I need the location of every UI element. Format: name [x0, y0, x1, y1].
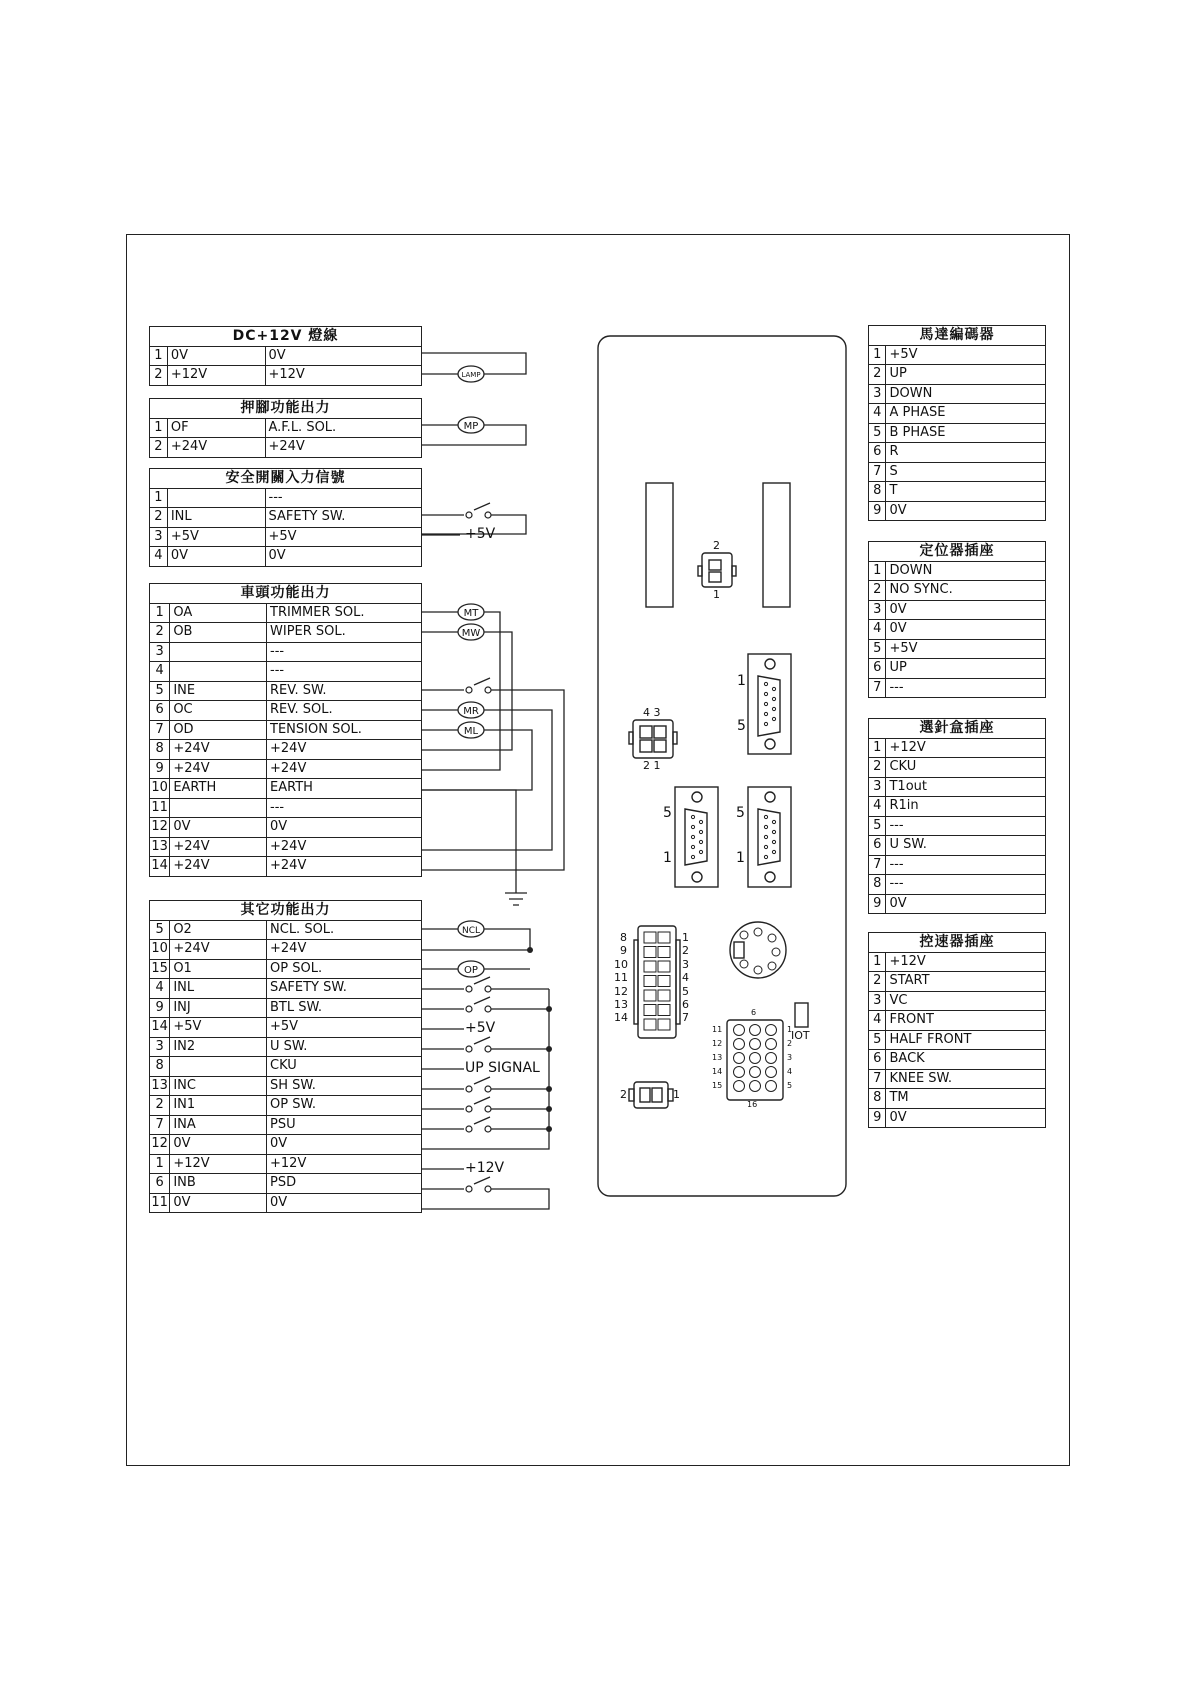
connector-pin [644, 1019, 656, 1030]
table-row: 5 O2 NCL. SOL. [150, 920, 422, 940]
table-row: 2 +12V +12V [150, 366, 422, 386]
connector-pin [644, 961, 656, 972]
connector-pin [750, 1067, 761, 1078]
connector-pin [764, 815, 767, 818]
connector-pin [768, 934, 776, 942]
connector-pin [766, 1081, 777, 1092]
connector-pin [764, 712, 767, 715]
table-row: 5 B PHASE [869, 423, 1046, 443]
connector-pin [699, 850, 702, 853]
connector-pin [772, 707, 775, 710]
table-row: 3 +5V +5V [150, 527, 422, 547]
db9-a-pin1-label: 1 [737, 673, 746, 689]
table-title: 選針盒插座 [869, 719, 1046, 739]
table-title: 馬達編碼器 [869, 326, 1046, 346]
table-row: 1 OA TRIMMER SOL. [150, 603, 422, 623]
table-row: 7 OD TENSION SOL. [150, 720, 422, 740]
connector-pin [658, 976, 670, 987]
connector-pin [750, 1081, 761, 1092]
conn-2pin-top-label: 2 [713, 539, 720, 552]
connector-pin [644, 976, 656, 987]
db9-b-pin1-label: 1 [663, 850, 672, 866]
connector-pin [699, 840, 702, 843]
connector-pin [766, 1039, 777, 1050]
table-row: 10 EARTH EARTH [150, 779, 422, 799]
table-row: 5 INE REV. SW. [150, 681, 422, 701]
table-row: 3 0V [869, 600, 1046, 620]
lamp-label: LAMP [461, 371, 481, 379]
connector-pin [764, 835, 767, 838]
table-row: 2 OB WIPER SOL. [150, 623, 422, 643]
plus12v-label: +12V [465, 1160, 505, 1176]
connector-pin [658, 990, 670, 1001]
connector-pin [740, 931, 748, 939]
connector-pin [764, 682, 767, 685]
db9-c-pin1-label: 1 [736, 850, 745, 866]
table-row: 4 INL SAFETY SW. [150, 979, 422, 999]
connector-pin [734, 1081, 745, 1092]
safety-switch-table [149, 468, 422, 567]
table-row: 9 0V [869, 501, 1046, 521]
conn-4pin-top-label: 4 3 [643, 706, 661, 719]
table-row: 1 +12V +12V [150, 1154, 422, 1174]
connector-pin [699, 820, 702, 823]
table-row: 5 HALF FRONT [869, 1030, 1046, 1050]
mp-label: MP [463, 421, 479, 432]
table-row: 13 +24V +24V [150, 837, 422, 857]
table-title: 押腳功能出力 [150, 399, 422, 419]
table-row: 7 S [869, 462, 1046, 482]
safety-5v-label: +5V [465, 526, 496, 542]
connector-pin [691, 845, 694, 848]
table-row: 4 R1in [869, 797, 1046, 817]
connector-pin [734, 1053, 745, 1064]
table-row: 8 +24V +24V [150, 740, 422, 760]
table-title: DC+12V 燈線 [150, 327, 422, 347]
connector-pin [691, 835, 694, 838]
table-row: 7 --- [869, 855, 1046, 875]
connector-pin [699, 830, 702, 833]
connector-pin [764, 692, 767, 695]
table-row: 1 +12V [869, 952, 1046, 972]
db9-a-pin5-label: 5 [737, 718, 746, 734]
connector-pin [766, 1067, 777, 1078]
op-label: OP [464, 965, 478, 976]
connector-pin [750, 1039, 761, 1050]
connector-pin [658, 947, 670, 958]
conn-2pin-bottom-right-label: 1 [673, 1088, 680, 1101]
table-row: 12 0V 0V [150, 818, 422, 838]
connector-pin [644, 1005, 656, 1016]
db9-b-pin5-label: 5 [663, 805, 672, 821]
table-row: 6 U SW. [869, 836, 1046, 856]
connector-pin [658, 1005, 670, 1016]
table-row: 2 START [869, 972, 1046, 992]
conn-4pin-bot-label: 2 1 [643, 759, 661, 772]
table-row: 7 INA PSU [150, 1115, 422, 1135]
table-row: 7 KNEE SW. [869, 1069, 1046, 1089]
table-row: 4 0V 0V [150, 547, 422, 567]
table-row: 3 IN2 U SW. [150, 1037, 422, 1057]
table-title: 車頭功能出力 [150, 584, 422, 604]
connector-pin [764, 845, 767, 848]
conn-16pin-right-labels: 1 2 3 4 5 [787, 1025, 793, 1090]
conn-16pin-bot-label: 16 [747, 1100, 758, 1109]
connector-pin [764, 702, 767, 705]
connector-pin [764, 825, 767, 828]
connector-pin [772, 820, 775, 823]
connector-pin [734, 1067, 745, 1078]
connector-pin [764, 855, 767, 858]
table-row: 6 INB PSD [150, 1174, 422, 1194]
connector-pin [644, 990, 656, 1001]
foot-output-table [149, 398, 422, 458]
connector-pin [691, 815, 694, 818]
table-row: 8 TM [869, 1089, 1046, 1109]
other-5v-label: +5V [465, 1020, 496, 1036]
table-row: 3 T1out [869, 777, 1046, 797]
lamp-table [149, 326, 422, 386]
connector-pin [750, 1053, 761, 1064]
table-row: 9 INJ BTL SW. [150, 998, 422, 1018]
needle-box-socket-table [868, 718, 1046, 914]
table-row: 4 --- [150, 662, 422, 682]
connector-pin [754, 966, 762, 974]
connector-pin [772, 830, 775, 833]
table-row: 1 0V 0V [150, 346, 422, 366]
connector-pin [768, 962, 776, 970]
db9-c-pin5-label: 5 [736, 805, 745, 821]
table-title: 定位器插座 [869, 542, 1046, 562]
connector-pin [644, 932, 656, 943]
conn-16pin-left-labels: 11 12 13 14 15 [712, 1025, 723, 1090]
table-row: 6 R [869, 443, 1046, 463]
table-row: 14 +5V +5V [150, 1018, 422, 1038]
conn-14pin-right-labels: 1 2 3 4 5 6 7 [682, 931, 689, 1025]
table-row: 9 0V [869, 894, 1046, 914]
connector-pin [772, 687, 775, 690]
table-row: 2 NO SYNC. [869, 581, 1046, 601]
connector-pin [772, 850, 775, 853]
connector-pin [772, 840, 775, 843]
table-title: 安全開關入力信號 [150, 469, 422, 489]
mr-label: MR [463, 706, 479, 717]
table-row: 9 0V [869, 1108, 1046, 1128]
table-row: 11 0V 0V [150, 1193, 422, 1213]
connector-pin [750, 1025, 761, 1036]
table-row: 13 INC SH SW. [150, 1076, 422, 1096]
table-row: 1 +5V [869, 345, 1046, 365]
connector-pin [644, 947, 656, 958]
conn-16pin-top-label: 6 [751, 1008, 757, 1017]
table-row: 3 --- [150, 642, 422, 662]
table-row: 8 --- [869, 875, 1046, 895]
table-row: 6 UP [869, 659, 1046, 679]
other-output-table [149, 900, 422, 1213]
table-row: 10 +24V +24V [150, 940, 422, 960]
up-signal-label: UP SIGNAL [465, 1060, 540, 1076]
table-row: 1 +12V [869, 738, 1046, 758]
speed-controller-socket-table [868, 932, 1046, 1128]
table-row: 6 BACK [869, 1050, 1046, 1070]
table-row: 4 A PHASE [869, 404, 1046, 424]
table-row: 15 O1 OP SOL. [150, 959, 422, 979]
table-row: 11 --- [150, 798, 422, 818]
table-row: 2 INL SAFETY SW. [150, 508, 422, 528]
connector-pin [740, 960, 748, 968]
mt-label: MT [463, 608, 479, 619]
table-row: 8 T [869, 482, 1046, 502]
table-row: 2 +24V +24V [150, 438, 422, 458]
table-title: 控速器插座 [869, 933, 1046, 953]
table-row: 2 CKU [869, 758, 1046, 778]
connector-pin [766, 1053, 777, 1064]
ml-label: ML [463, 726, 479, 737]
table-row: 2 UP [869, 365, 1046, 385]
connector-pin [772, 717, 775, 720]
table-row: 9 +24V +24V [150, 759, 422, 779]
table-row: 6 OC REV. SOL. [150, 701, 422, 721]
table-row: 1 DOWN [869, 561, 1046, 581]
connector-pin [772, 948, 780, 956]
table-row: 3 VC [869, 991, 1046, 1011]
conn-2pin-bottom-left-label: 2 [620, 1088, 627, 1101]
conn-14pin-left-labels: 8 9 10 11 12 13 14 [614, 931, 628, 1025]
positioner-socket-table [868, 541, 1046, 698]
table-row: 5 +5V [869, 639, 1046, 659]
table-row: 14 +24V +24V [150, 857, 422, 877]
connector-pin [658, 932, 670, 943]
table-row: 4 0V [869, 620, 1046, 640]
table-row: 4 FRONT [869, 1011, 1046, 1031]
table-row: 8 CKU [150, 1057, 422, 1077]
table-title: 其它功能出力 [150, 901, 422, 921]
connector-pin [754, 928, 762, 936]
head-output-table [149, 583, 422, 877]
connector-pin [658, 1019, 670, 1030]
ncl-label: NCL [461, 926, 481, 936]
table-row: 2 IN1 OP SW. [150, 1096, 422, 1116]
table-row: 5 --- [869, 816, 1046, 836]
table-row: 3 DOWN [869, 384, 1046, 404]
connector-pin [658, 961, 670, 972]
mw-label: MW [461, 628, 481, 639]
table-row: 7 --- [869, 678, 1046, 698]
connector-pin [734, 1025, 745, 1036]
connector-pin [772, 697, 775, 700]
connector-pin [766, 1025, 777, 1036]
motor-encoder-table [868, 325, 1046, 521]
table-row: 12 0V 0V [150, 1135, 422, 1155]
connector-pin [691, 825, 694, 828]
conn-2pin-bot-label: 1 [713, 588, 720, 601]
connector-pin [764, 722, 767, 725]
iot-label: IOT [791, 1029, 810, 1042]
connector-pin [691, 855, 694, 858]
table-row: 1 OF A.F.L. SOL. [150, 418, 422, 438]
connector-pin [734, 1039, 745, 1050]
table-row: 1 --- [150, 488, 422, 508]
